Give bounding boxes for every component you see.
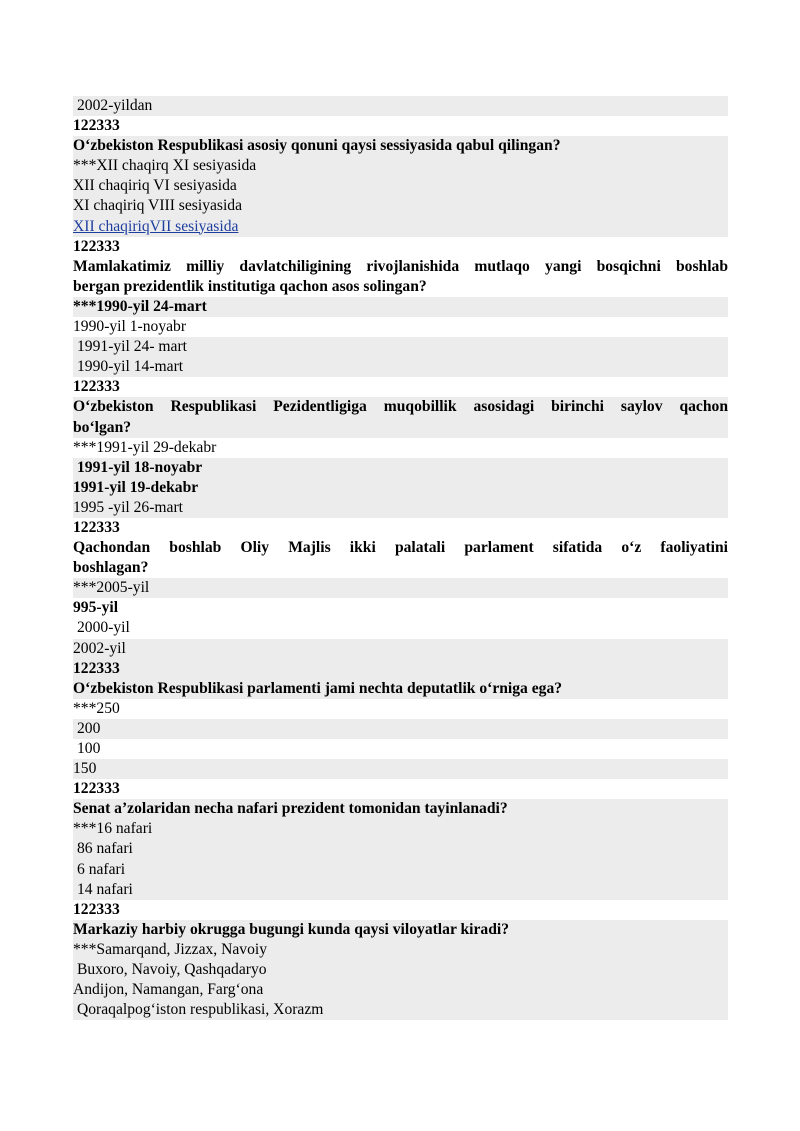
question-text: Mamlakatimiz milliy davlatchiligining rivojlanishida mutlaqo yangi bosqichni boshlab (73, 257, 728, 275)
answer-option: 2000-yil (77, 619, 130, 637)
answer-option: 150 (73, 759, 728, 779)
correct-answer: ***1990-yil 24-mart (73, 297, 728, 317)
correct-answer: ***Samarqand, Jizzax, Navoiy (73, 940, 728, 960)
answer-option: 995-yil (73, 599, 119, 617)
answer-option: 1990-yil 14-mart (73, 357, 728, 377)
question-text: bergan prezidentlik institutiga qachon asos solingan? (73, 277, 427, 295)
question-text: bo‘lgan? (73, 418, 728, 438)
correct-answer: ***XII chaqirq XI sesiyasida (73, 156, 728, 176)
question-code: 122333 (73, 378, 120, 396)
answer-option: 1995 -yil 26-mart (73, 498, 728, 518)
question-text: O‘zbekiston Respublikasi Pezidentligiga muqobillik asosidagi birinchi saylov qachon (73, 397, 728, 417)
question-code: 122333 (73, 518, 120, 536)
answer-option: 1991-yil 18-noyabr (73, 458, 728, 478)
question-text: O‘zbekiston Respublikasi asosiy qonuni qaysi sessiyasida qabul qilingan? (73, 136, 728, 156)
answer-option: Andijon, Namangan, Farg‘ona (73, 980, 728, 1000)
answer-option: 6 nafari (73, 860, 728, 880)
answer-option: 2002-yildan (73, 96, 728, 116)
correct-answer: ***16 nafari (73, 819, 728, 839)
question-text: O‘zbekiston Respublikasi parlamenti jami nechta deputatlik o‘rniga ega? (73, 679, 728, 699)
answer-option: 86 nafari (73, 839, 728, 859)
answer-option: 200 (73, 719, 728, 739)
correct-answer: ***2005-yil (73, 578, 728, 598)
question-text: boshlagan? (73, 559, 149, 577)
question-code: 122333 (73, 117, 120, 135)
answer-option: 2002-yil (73, 639, 728, 659)
correct-answer: ***1991-yil 29-dekabr (73, 438, 217, 456)
question-text: Senat a’zolaridan necha nafari prezident tomonidan tayinlanadi? (73, 799, 728, 819)
answer-link-text[interactable]: XII chaqiriqVII sesiyasida (73, 217, 239, 235)
answer-option: 1991-yil 24- mart (73, 337, 728, 357)
document-page (73, 96, 728, 1020)
answer-option: 14 nafari (73, 880, 728, 900)
question-text: Markaziy harbiy okrugga bugungi kunda qaysi viloyatlar kiradi? (73, 920, 728, 940)
answer-option: XI chaqiriq VIII sesiyasida (73, 196, 728, 216)
question-code: 122333 (73, 659, 728, 679)
question-text: Qachondan boshlab Oliy Majlis ikki palatali parlament sifatida o‘z faoliyatini (73, 539, 728, 557)
answer-option-link[interactable] (73, 217, 728, 237)
correct-answer: ***250 (73, 699, 120, 717)
answer-option: Qoraqalpog‘iston respublikasi, Xorazm (73, 1000, 728, 1020)
answer-option: 1990-yil 1-noyabr (73, 318, 187, 336)
answer-option: XII chaqiriq VI sesiyasida (73, 176, 728, 196)
question-code: 122333 (73, 900, 120, 918)
answer-option: 100 (77, 740, 101, 757)
answer-option: 1991-yil 19-dekabr (73, 478, 728, 498)
question-code: 122333 (73, 237, 120, 255)
question-code: 122333 (73, 780, 120, 798)
answer-option: Buxoro, Navoiy, Qashqadaryo (73, 960, 728, 980)
